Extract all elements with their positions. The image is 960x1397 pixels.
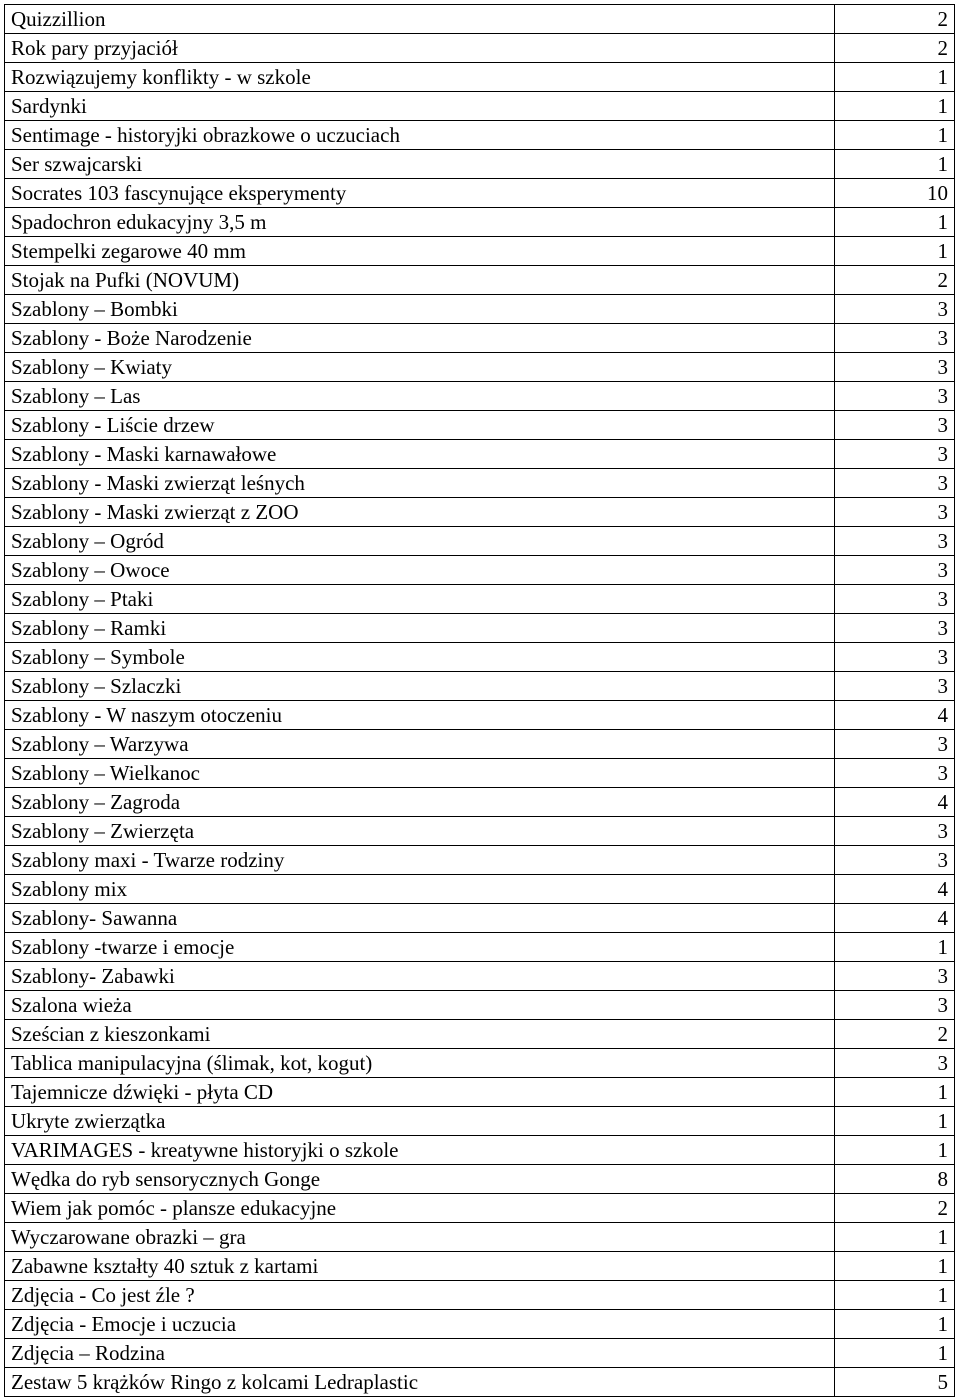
item-name-cell: Rozwiązujemy konflikty - w szkole	[5, 63, 835, 92]
item-name-cell: Sentimage - historyjki obrazkowe o uczuciach	[5, 121, 835, 150]
item-quantity-cell: 4	[835, 701, 955, 730]
item-name-cell: Zabawne kształty 40 sztuk z kartami	[5, 1252, 835, 1281]
table-row	[5, 92, 955, 121]
item-name-cell: Szablony – Symbole	[5, 643, 835, 672]
item-name-cell: Szablony – Zagroda	[5, 788, 835, 817]
table-row	[5, 875, 955, 904]
table-row	[5, 817, 955, 846]
item-name-cell: Szablony - Maski zwierząt z ZOO	[5, 498, 835, 527]
item-quantity-cell: 4	[835, 875, 955, 904]
table-row	[5, 1281, 955, 1310]
table-row	[5, 904, 955, 933]
item-name-cell: Szablony- Zabawki	[5, 962, 835, 991]
item-name-cell: Szablony – Kwiaty	[5, 353, 835, 382]
table-row	[5, 1223, 955, 1252]
table-row	[5, 759, 955, 788]
table-row	[5, 1107, 955, 1136]
item-quantity-cell: 3	[835, 817, 955, 846]
item-quantity-cell: 3	[835, 498, 955, 527]
item-quantity-cell: 3	[835, 759, 955, 788]
item-name-cell: Szablony- Sawanna	[5, 904, 835, 933]
item-name-cell: Wyczarowane obrazki – gra	[5, 1223, 835, 1252]
item-quantity-cell: 1	[835, 1252, 955, 1281]
table-row	[5, 469, 955, 498]
item-quantity-cell: 8	[835, 1165, 955, 1194]
item-quantity-cell: 3	[835, 614, 955, 643]
table-row	[5, 614, 955, 643]
item-quantity-cell: 3	[835, 643, 955, 672]
item-quantity-cell: 1	[835, 208, 955, 237]
item-name-cell: Wiem jak pomóc - plansze edukacyjne	[5, 1194, 835, 1223]
table-row	[5, 672, 955, 701]
item-name-cell: Szablony -twarze i emocje	[5, 933, 835, 962]
item-name-cell: Ser szwajcarski	[5, 150, 835, 179]
table-row	[5, 1049, 955, 1078]
item-name-cell: Szablony – Ramki	[5, 614, 835, 643]
table-row	[5, 5, 955, 34]
item-quantity-cell: 3	[835, 730, 955, 759]
table-row	[5, 266, 955, 295]
inventory-table-body	[5, 5, 955, 1397]
table-row	[5, 353, 955, 382]
table-row	[5, 121, 955, 150]
item-name-cell: Szablony - Maski zwierząt leśnych	[5, 469, 835, 498]
item-name-cell: Socrates 103 fascynujące eksperymenty	[5, 179, 835, 208]
item-name-cell: Szalona wieża	[5, 991, 835, 1020]
item-name-cell: Szablony - Boże Narodzenie	[5, 324, 835, 353]
item-name-cell: Ukryte zwierzątka	[5, 1107, 835, 1136]
item-name-cell: Wędka do ryb sensorycznych Gonge	[5, 1165, 835, 1194]
item-quantity-cell: 1	[835, 63, 955, 92]
item-quantity-cell: 1	[835, 1136, 955, 1165]
table-row	[5, 1165, 955, 1194]
table-row	[5, 63, 955, 92]
table-row	[5, 237, 955, 266]
item-quantity-cell: 4	[835, 788, 955, 817]
table-row	[5, 933, 955, 962]
item-name-cell: Szablony – Owoce	[5, 556, 835, 585]
item-quantity-cell: 3	[835, 527, 955, 556]
table-row	[5, 34, 955, 63]
item-name-cell: Zestaw 5 krążków Ringo z kolcami Ledraplastic	[5, 1368, 835, 1397]
item-quantity-cell: 10	[835, 179, 955, 208]
table-row	[5, 295, 955, 324]
table-row	[5, 179, 955, 208]
item-quantity-cell: 2	[835, 34, 955, 63]
item-name-cell: Stojak na Pufki (NOVUM)	[5, 266, 835, 295]
table-row	[5, 1136, 955, 1165]
item-quantity-cell: 3	[835, 353, 955, 382]
table-row	[5, 411, 955, 440]
table-row	[5, 643, 955, 672]
item-quantity-cell: 3	[835, 382, 955, 411]
item-quantity-cell: 1	[835, 933, 955, 962]
item-name-cell: Szablony - Maski karnawałowe	[5, 440, 835, 469]
item-quantity-cell: 1	[835, 121, 955, 150]
item-quantity-cell: 3	[835, 672, 955, 701]
item-quantity-cell: 2	[835, 1194, 955, 1223]
item-quantity-cell: 2	[835, 5, 955, 34]
item-name-cell: Quizzillion	[5, 5, 835, 34]
item-name-cell: Stempelki zegarowe 40 mm	[5, 237, 835, 266]
item-name-cell: Zdjęcia - Co jest źle ?	[5, 1281, 835, 1310]
inventory-table	[4, 4, 955, 1397]
item-quantity-cell: 3	[835, 324, 955, 353]
item-name-cell: Szablony – Szlaczki	[5, 672, 835, 701]
table-row	[5, 730, 955, 759]
item-quantity-cell: 2	[835, 1020, 955, 1049]
item-quantity-cell: 3	[835, 556, 955, 585]
table-row	[5, 701, 955, 730]
item-quantity-cell: 1	[835, 1107, 955, 1136]
item-quantity-cell: 2	[835, 266, 955, 295]
item-name-cell: Szablony – Bombki	[5, 295, 835, 324]
table-row	[5, 1310, 955, 1339]
item-name-cell: Sardynki	[5, 92, 835, 121]
item-quantity-cell: 3	[835, 440, 955, 469]
item-quantity-cell: 5	[835, 1368, 955, 1397]
item-name-cell: Szablony – Ptaki	[5, 585, 835, 614]
item-name-cell: Tablica manipulacyjna (ślimak, kot, kogut)	[5, 1049, 835, 1078]
table-row	[5, 1020, 955, 1049]
item-quantity-cell: 3	[835, 411, 955, 440]
item-quantity-cell: 1	[835, 237, 955, 266]
item-quantity-cell: 3	[835, 469, 955, 498]
item-name-cell: Szablony – Las	[5, 382, 835, 411]
item-quantity-cell: 1	[835, 1078, 955, 1107]
table-row	[5, 382, 955, 411]
item-quantity-cell: 3	[835, 962, 955, 991]
item-name-cell: Szablony – Ogród	[5, 527, 835, 556]
item-quantity-cell: 1	[835, 92, 955, 121]
item-quantity-cell: 1	[835, 1310, 955, 1339]
item-quantity-cell: 3	[835, 295, 955, 324]
item-name-cell: VARIMAGES - kreatywne historyjki o szkole	[5, 1136, 835, 1165]
table-row	[5, 585, 955, 614]
table-row	[5, 208, 955, 237]
item-name-cell: Szablony – Wielkanoc	[5, 759, 835, 788]
item-name-cell: Szablony – Warzywa	[5, 730, 835, 759]
table-row	[5, 991, 955, 1020]
item-name-cell: Szablony – Zwierzęta	[5, 817, 835, 846]
item-name-cell: Zdjęcia - Emocje i uczucia	[5, 1310, 835, 1339]
item-quantity-cell: 3	[835, 846, 955, 875]
item-name-cell: Szablony mix	[5, 875, 835, 904]
table-row	[5, 1252, 955, 1281]
table-row	[5, 1368, 955, 1397]
table-row	[5, 1194, 955, 1223]
item-quantity-cell: 1	[835, 150, 955, 179]
table-row	[5, 498, 955, 527]
item-name-cell: Rok pary przyjaciół	[5, 34, 835, 63]
table-row	[5, 324, 955, 353]
table-row	[5, 150, 955, 179]
item-quantity-cell: 1	[835, 1223, 955, 1252]
item-quantity-cell: 4	[835, 904, 955, 933]
item-quantity-cell: 1	[835, 1339, 955, 1368]
item-name-cell: Tajemnicze dźwięki - płyta CD	[5, 1078, 835, 1107]
item-quantity-cell: 3	[835, 585, 955, 614]
table-row	[5, 440, 955, 469]
table-row	[5, 788, 955, 817]
item-quantity-cell: 3	[835, 991, 955, 1020]
table-row	[5, 846, 955, 875]
table-row	[5, 1078, 955, 1107]
item-quantity-cell: 1	[835, 1281, 955, 1310]
table-row	[5, 1339, 955, 1368]
item-name-cell: Szablony - W naszym otoczeniu	[5, 701, 835, 730]
item-name-cell: Spadochron edukacyjny 3,5 m	[5, 208, 835, 237]
table-row	[5, 527, 955, 556]
item-name-cell: Zdjęcia – Rodzina	[5, 1339, 835, 1368]
item-name-cell: Szablony maxi - Twarze rodziny	[5, 846, 835, 875]
item-name-cell: Sześcian z kieszonkami	[5, 1020, 835, 1049]
item-name-cell: Szablony - Liście drzew	[5, 411, 835, 440]
item-quantity-cell: 3	[835, 1049, 955, 1078]
table-row	[5, 556, 955, 585]
table-row	[5, 962, 955, 991]
